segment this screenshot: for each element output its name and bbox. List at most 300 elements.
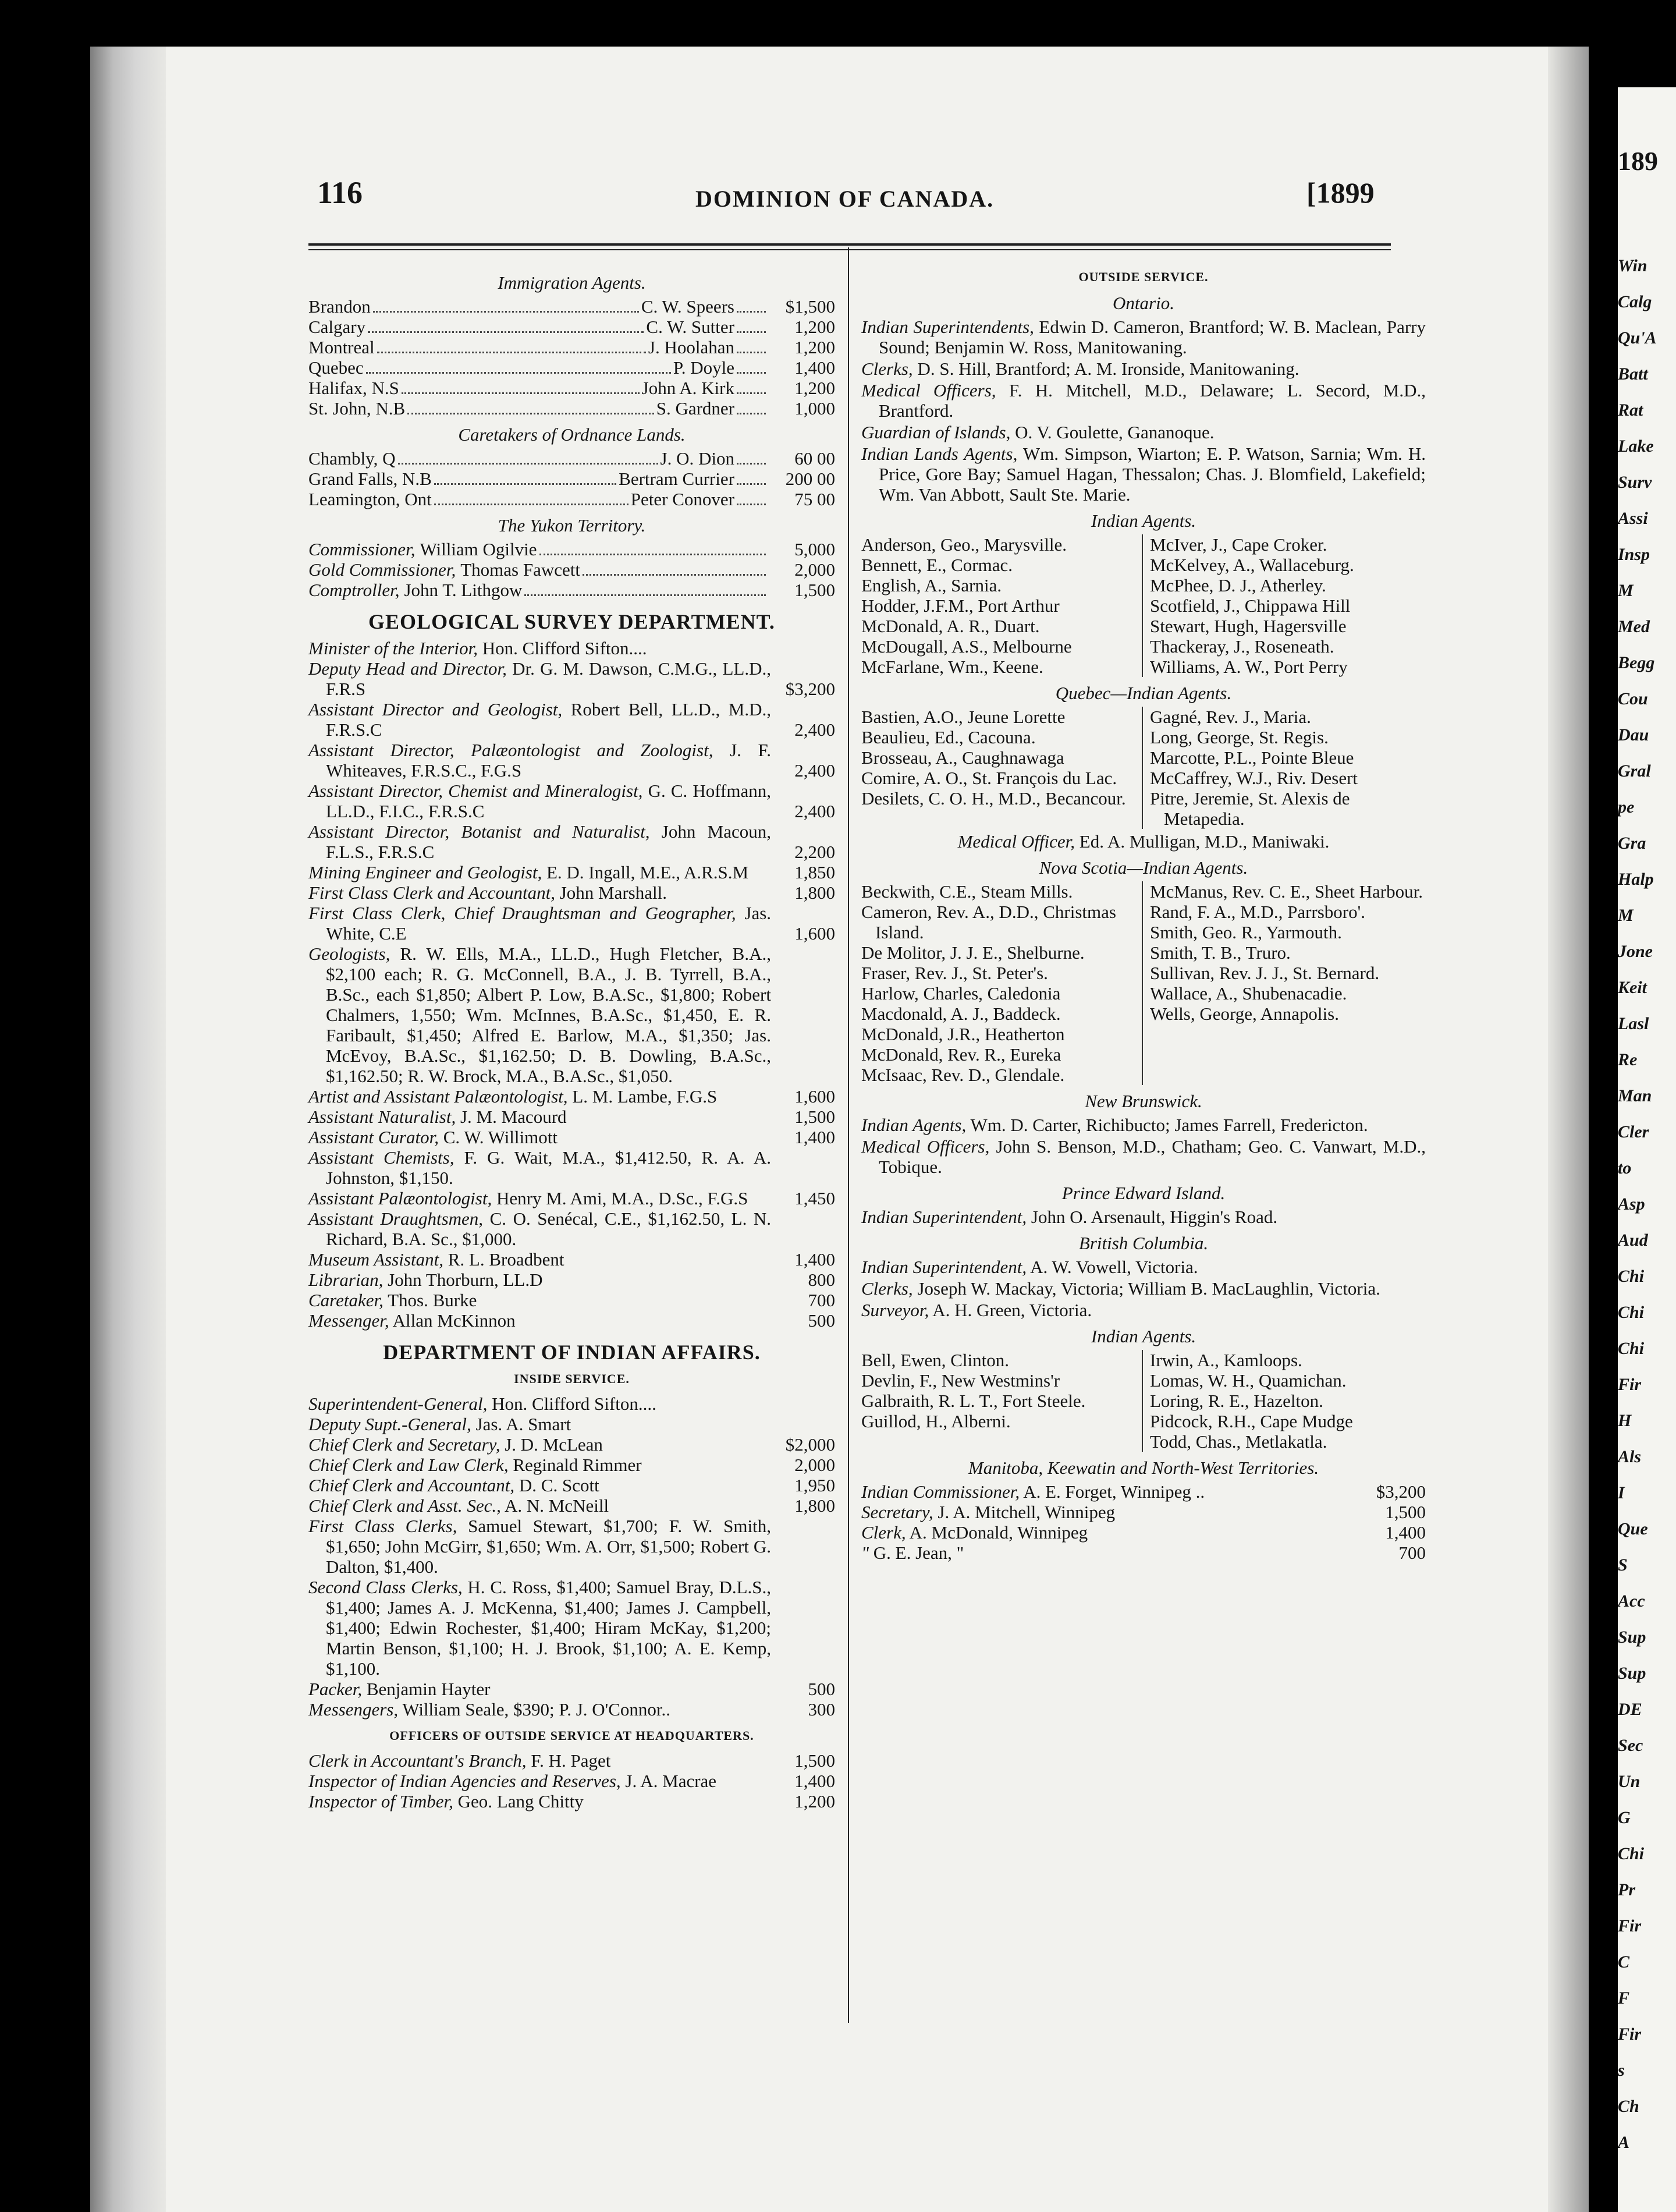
next-page-text: Assi xyxy=(1618,509,1648,528)
entry-text xyxy=(308,882,771,903)
province-heading: British Columbia. xyxy=(1078,1233,1209,1253)
agent-entry: McKelvey, A., Wallaceburg. xyxy=(1150,555,1354,575)
salary-amount: 1,500 xyxy=(794,1107,835,1127)
entry-text xyxy=(308,903,771,944)
yukon-list xyxy=(308,539,835,600)
person-name: A. McDonald, Winnipeg xyxy=(909,1522,1088,1543)
list-item xyxy=(308,1270,835,1290)
agent-entry: McCaffrey, W.J., Riv. Desert xyxy=(1150,768,1358,788)
job-title: Chief Clerk and Accountant, xyxy=(308,1475,515,1495)
place-name: Grand Falls, N.B xyxy=(308,469,432,489)
job-title: Superintendent-General, xyxy=(308,1394,488,1414)
job-title: Mining Engineer and Geologist, xyxy=(308,862,542,882)
salary-amount: 2,400 xyxy=(794,719,835,740)
agent-entry: Marcotte, P.L., Pointe Bleue xyxy=(1150,747,1354,768)
leader-dots xyxy=(737,392,766,394)
officer-entry xyxy=(861,444,1426,505)
next-page-text: Sup xyxy=(1618,1664,1646,1683)
list-item xyxy=(308,882,835,903)
agent-entry: Wallace, A., Shubenacadie. xyxy=(1150,983,1347,1004)
job-title: Caretaker, xyxy=(308,1290,384,1310)
next-page-text: Begg xyxy=(1618,653,1655,672)
list-item xyxy=(308,781,835,821)
job-title: Secretary, xyxy=(861,1502,933,1522)
job-title: Assistant Director, Botanist and Naturalist, xyxy=(308,821,650,842)
job-title: Assistant Director, Chemist and Mineralogist, xyxy=(308,781,643,801)
geological-list xyxy=(308,638,835,1331)
entry-text xyxy=(308,862,771,882)
next-page-text: Que xyxy=(1618,1519,1648,1539)
next-page-text: Keit xyxy=(1618,978,1647,997)
salary-amount: 700 xyxy=(808,1290,835,1310)
list-item xyxy=(308,378,835,398)
next-page-text: pe xyxy=(1618,797,1635,817)
list-item xyxy=(308,448,835,469)
next-page-text: Insp xyxy=(1618,545,1650,564)
entry-text xyxy=(308,1127,771,1147)
ontario-officers xyxy=(861,317,1426,505)
list-item xyxy=(308,1290,835,1310)
next-page-text: H xyxy=(1618,1411,1632,1430)
header-rule-thin xyxy=(308,249,1391,250)
leader-dots xyxy=(737,352,766,353)
salary-amount: 1,800 xyxy=(794,1495,835,1516)
list-item xyxy=(308,903,835,944)
entry-text xyxy=(308,781,771,821)
agent-entry: Bastien, A.O., Jeune Lorette xyxy=(861,707,1066,727)
job-title: Messengers, xyxy=(308,1699,399,1720)
place-name: Chambly, Q xyxy=(308,448,396,469)
job-title: Assistant Draughtsmen, xyxy=(308,1208,484,1229)
next-page-text: Halp xyxy=(1618,870,1654,889)
person-name: J. M. Macourd xyxy=(460,1107,567,1127)
agent-entry: Fraser, Rev. J., St. Peter's. xyxy=(861,963,1048,983)
job-title: First Class Clerk, Chief Draughtsman and Geographer, xyxy=(308,903,736,923)
pei-officers xyxy=(861,1207,1426,1227)
next-page-text: Cou xyxy=(1618,689,1648,708)
leader-dots xyxy=(366,372,671,374)
list-item xyxy=(861,1481,1426,1502)
entry-text xyxy=(308,699,771,740)
province-heading: New Brunswick. xyxy=(1085,1091,1202,1111)
leader-dots xyxy=(737,311,766,313)
next-page-text: Batt xyxy=(1618,364,1648,384)
salary-amount: 1,200 xyxy=(794,378,835,398)
agent-entry: Irwin, A., Kamloops. xyxy=(1150,1350,1302,1370)
section-heading: The Yukon Territory. xyxy=(498,515,646,536)
officer-entry xyxy=(861,422,1426,442)
person-name: Thos. Burke xyxy=(388,1290,477,1310)
agent-entry: Todd, Chas., Metlakatla. xyxy=(1150,1431,1327,1452)
officer-entry xyxy=(861,359,1426,379)
job-title: Second Class Clerks, xyxy=(308,1577,463,1597)
person-name: C. W. Willimott xyxy=(443,1127,558,1147)
job-title: Indian Agents, xyxy=(861,1115,967,1135)
leader-dots xyxy=(737,483,766,485)
page-number: 116 xyxy=(317,175,363,210)
agent-entry: McDougall, A.S., Melbourne xyxy=(861,636,1072,657)
list-item xyxy=(308,1208,835,1249)
job-title: Assistant Palæontologist, xyxy=(308,1188,492,1208)
next-page-text: Cler xyxy=(1618,1122,1649,1142)
job-title: Packer, xyxy=(308,1679,363,1699)
next-page-text: Chi xyxy=(1618,1303,1645,1322)
job-title: Surveyor, xyxy=(861,1300,929,1320)
person-name: A. N. McNeill xyxy=(504,1495,609,1516)
person-name: J. A. Macrae xyxy=(625,1771,717,1791)
agent-entry: Beckwith, C.E., Steam Mills. xyxy=(861,881,1073,902)
next-page-text: M xyxy=(1618,581,1634,600)
job-title: Inspector of Indian Agencies and Reserves, xyxy=(308,1771,621,1791)
agent-entry: Hodder, J.F.M., Port Arthur xyxy=(861,595,1060,616)
next-page-text: Sup xyxy=(1618,1628,1646,1647)
salary-amount: 1,000 xyxy=(794,398,835,419)
agent-entry: Gagné, Rev. J., Maria. xyxy=(1150,707,1311,727)
list-item xyxy=(308,862,835,882)
agent-entry: Thackeray, J., Roseneath. xyxy=(1150,636,1334,657)
entry-text xyxy=(308,658,771,699)
agent-entry: Pitre, Jeremie, St. Alexis de Metapedia. xyxy=(1150,788,1350,829)
agent-entry: De Molitor, J. J. E., Shelburne. xyxy=(861,942,1085,963)
job-title: Museum Assistant, xyxy=(308,1249,443,1270)
entry-text xyxy=(308,1475,771,1495)
job-title: Clerk in Accountant's Branch, xyxy=(308,1750,527,1771)
person-name: Bertram Currier xyxy=(619,469,734,489)
person-name: R. L. Broadbent xyxy=(448,1249,564,1270)
province-heading: Nova Scotia—Indian Agents. xyxy=(1039,857,1248,878)
agent-entry: McPhee, D. J., Atherley. xyxy=(1150,575,1326,595)
job-title: Guardian of Islands, xyxy=(861,422,1011,442)
salary-amount: 1,850 xyxy=(794,862,835,882)
job-title: Indian Commissioner, xyxy=(861,1481,1020,1502)
salary-amount: 2,000 xyxy=(794,559,835,580)
job-title: Chief Clerk and Secretary, xyxy=(308,1434,500,1455)
list-item xyxy=(308,489,835,509)
list-item xyxy=(308,1455,835,1475)
job-title: Assistant Curator, xyxy=(308,1127,439,1147)
entry-text xyxy=(308,1188,771,1208)
agent-entry: Bell, Ewen, Clinton. xyxy=(861,1350,1010,1370)
job-title: Librarian, xyxy=(308,1270,384,1290)
next-page-text: I xyxy=(1618,1483,1625,1502)
leader-dots xyxy=(737,504,766,505)
next-page-text: Rat xyxy=(1618,400,1643,420)
place-name: Leamington, Ont xyxy=(308,489,432,509)
next-page-text: Als xyxy=(1618,1447,1642,1466)
agent-entry: Cameron, Rev. A., D.D., Christmas Island. xyxy=(861,902,1116,942)
salary-amount: 1,400 xyxy=(794,357,835,378)
ontario-agents xyxy=(861,534,1426,677)
salary-amount: 1,950 xyxy=(794,1475,835,1495)
list-item xyxy=(308,1394,835,1414)
job-title: Medical Officers, xyxy=(861,380,996,400)
next-page-text: Calg xyxy=(1618,292,1652,311)
province-heading: Manitoba, Keewatin and North-West Territories. xyxy=(968,1458,1319,1478)
entry-text xyxy=(308,1270,771,1290)
person-name: John A. Kirk xyxy=(641,378,734,398)
salary-amount: 800 xyxy=(808,1270,835,1290)
entry-text xyxy=(308,1107,771,1127)
agent-entry: McManus, Rev. C. E., Sheet Harbour. xyxy=(1150,881,1423,902)
agent-entry: Macdonald, A. J., Baddeck. xyxy=(861,1004,1061,1024)
salary-amount: 1,200 xyxy=(794,1791,835,1812)
person-name: A. E. Forget, Winnipeg .. xyxy=(1023,1481,1205,1502)
subsection-heading: OFFICERS OF OUTSIDE SERVICE AT HEADQUARTERS. xyxy=(389,1728,754,1743)
person-name: John Thorburn, LL.D xyxy=(388,1270,543,1290)
next-page-text: Acc xyxy=(1618,1591,1645,1611)
job-title: Geologists, xyxy=(308,944,390,964)
list-item xyxy=(308,1434,835,1455)
person-name: L. M. Lambe, F.G.S xyxy=(572,1086,718,1107)
province-heading: Ontario. xyxy=(1113,293,1174,313)
person-name: J. A. Mitchell, Winnipeg xyxy=(938,1502,1116,1522)
next-page-text: S xyxy=(1618,1555,1628,1575)
leader-dots xyxy=(377,352,646,353)
entry-text xyxy=(308,1516,771,1577)
next-page-text: Win xyxy=(1618,256,1647,275)
agent-entry: Harlow, Charles, Caledonia xyxy=(861,983,1061,1004)
entry-text xyxy=(308,1750,771,1771)
next-page-text: s xyxy=(1618,2061,1625,2080)
salary-amount: 1,450 xyxy=(794,1188,835,1208)
bc-officers xyxy=(861,1257,1426,1320)
next-page-text: Un xyxy=(1618,1772,1641,1791)
job-title: Assistant Chemists, xyxy=(308,1147,454,1168)
entry-text xyxy=(308,1699,771,1720)
job-title: Chief Clerk and Law Clerk, xyxy=(308,1455,509,1475)
person-name: John Macoun, F.L.S., F.R.S.C xyxy=(326,821,772,862)
agent-entry: Desilets, C. O. H., M.D., Becancour. xyxy=(861,788,1126,809)
job-title: Comptroller, xyxy=(308,580,400,600)
agent-entry: Devlin, F., New Westmins'r xyxy=(861,1370,1060,1391)
next-page-text: A xyxy=(1618,2133,1630,2152)
person-name: Edwin D. Cameron, Brantford; W. B. Maclean, Parry Sound; Benjamin W. Ross, Manitowaning. xyxy=(879,317,1426,357)
salary-amount: 1,400 xyxy=(794,1249,835,1270)
salary-amount: 2,000 xyxy=(794,1455,835,1475)
leader-dots xyxy=(373,311,639,313)
entry-text xyxy=(861,1543,1362,1563)
next-page-text: Pr xyxy=(1618,1880,1635,1899)
entry-text xyxy=(861,1502,1362,1522)
list-item xyxy=(308,1791,835,1812)
list-item xyxy=(308,1577,835,1679)
leader-dots xyxy=(368,331,644,333)
next-page-text: Gral xyxy=(1618,761,1651,781)
person-name: A. W. Vowell, Victoria. xyxy=(1030,1257,1198,1277)
list-item xyxy=(308,580,835,600)
next-page-text: Re xyxy=(1618,1050,1638,1069)
person-name: Dr. G. M. Dawson, C.M.G., LL.D., F.R.S xyxy=(326,658,771,699)
person-name: F. H. Mitchell, M.D., Delaware; L. Secord, M.D., Brantford. xyxy=(879,380,1426,421)
leader-dots xyxy=(737,463,766,465)
new-brunswick-officers xyxy=(861,1115,1426,1177)
entry-text xyxy=(308,1147,771,1188)
job-title: Indian Superintendents, xyxy=(861,317,1034,337)
list-item xyxy=(308,337,835,357)
entry-text xyxy=(861,1481,1362,1502)
list-item xyxy=(308,296,835,317)
next-page-text: Man xyxy=(1618,1086,1652,1105)
agent-entry: Loring, R. E., Hazelton. xyxy=(1150,1391,1323,1411)
department-heading: DEPARTMENT OF INDIAN AFFAIRS. xyxy=(383,1341,761,1364)
salary-amount: 1,600 xyxy=(794,1086,835,1107)
person-name: Peter Conover xyxy=(630,489,734,509)
leader-dots xyxy=(583,574,766,576)
left-column xyxy=(308,267,835,1812)
agent-entry: McIver, J., Cape Croker. xyxy=(1150,534,1327,555)
next-page-text: M xyxy=(1618,906,1634,925)
list-item xyxy=(308,699,835,740)
next-page-text: Gra xyxy=(1618,834,1646,853)
page-gutter-shadow xyxy=(1548,47,1589,2212)
list-item xyxy=(861,1543,1426,1563)
job-title: Assistant Director, Palæontologist and Zoologist, xyxy=(308,740,713,760)
person-name: John Marshall. xyxy=(559,882,667,903)
person-name: William Ogilvie xyxy=(420,539,537,559)
list-item xyxy=(308,1495,835,1516)
job-title: Deputy Head and Director, xyxy=(308,658,507,679)
next-page-fragment xyxy=(1618,87,1676,2212)
person-name: Reginald Rimmer xyxy=(513,1455,642,1475)
person-name: Allan McKinnon xyxy=(392,1310,516,1331)
person-name: Henry M. Ami, M.A., D.Sc., F.G.S xyxy=(496,1188,748,1208)
job-title: Assistant Director and Geologist, xyxy=(308,699,563,719)
agent-entry: Williams, A. W., Port Perry xyxy=(1150,657,1348,677)
person-name: O. V. Goulette, Gananoque. xyxy=(1015,422,1215,442)
subsection-heading: INSIDE SERVICE. xyxy=(514,1371,630,1386)
agent-entry: Wells, George, Annapolis. xyxy=(1150,1004,1339,1024)
next-page-text: Dau xyxy=(1618,725,1649,745)
entry-text xyxy=(308,1455,771,1475)
agent-entry: Scotfield, J., Chippawa Hill xyxy=(1150,595,1351,616)
next-page-text: Fir xyxy=(1618,1916,1642,1936)
next-page-text: DE xyxy=(1618,1700,1642,1719)
entry-text xyxy=(308,1394,771,1414)
salary-amount: 5,000 xyxy=(794,539,835,559)
salary-amount: 1,800 xyxy=(794,882,835,903)
person-name: Wm. D. Carter, Richibucto; James Farrell, Fredericton. xyxy=(970,1115,1368,1135)
job-title: Inspector of Timber, xyxy=(308,1791,453,1812)
salary-amount: 2,200 xyxy=(794,842,835,862)
salary-amount: 200 00 xyxy=(785,469,835,489)
agent-entry: Long, George, St. Regis. xyxy=(1150,727,1329,747)
person-name: E. D. Ingall, M.E., A.R.S.M xyxy=(546,862,749,882)
entry-text xyxy=(308,740,771,781)
list-item xyxy=(861,1522,1426,1543)
job-title: First Class Clerks, xyxy=(308,1516,457,1536)
section-heading: Indian Agents. xyxy=(1091,511,1196,531)
list-item xyxy=(308,1310,835,1331)
person-name: John S. Benson, M.D., Chatham; Geo. C. Vanwart, M.D., Tobique. xyxy=(879,1136,1426,1177)
list-item xyxy=(308,740,835,781)
list-item xyxy=(308,1107,835,1127)
list-item xyxy=(308,1679,835,1699)
job-title: First Class Clerk and Accountant, xyxy=(308,882,555,903)
entry-text xyxy=(308,821,771,862)
immigration-list xyxy=(308,296,835,419)
next-page-text: Asp xyxy=(1618,1194,1645,1214)
place-name: Halifax, N.S xyxy=(308,378,399,398)
salary-amount: 1,200 xyxy=(794,337,835,357)
agent-entry: Stewart, Hugh, Hagersville xyxy=(1150,616,1347,636)
salary-amount: 60 00 xyxy=(794,448,835,469)
list-item xyxy=(861,1502,1426,1522)
person-name: Joseph W. Mackay, Victoria; William B. MacLaughlin, Victoria. xyxy=(917,1278,1380,1299)
section-heading: Immigration Agents. xyxy=(498,272,646,293)
list-item xyxy=(308,821,835,862)
person-name: J. D. McLean xyxy=(505,1434,603,1455)
person-name: C. W. Speers xyxy=(641,296,734,317)
person-name: Jas. A. Smart xyxy=(475,1414,571,1434)
place-name: Montreal xyxy=(308,337,375,357)
running-title: DOMINION OF CANADA. xyxy=(695,186,995,212)
next-page-text: to xyxy=(1618,1158,1632,1178)
salary-amount: $1,500 xyxy=(785,296,835,317)
entry-text xyxy=(308,1577,771,1679)
next-page-text: Ch xyxy=(1618,2097,1639,2116)
officer-entry xyxy=(861,1136,1426,1177)
agent-entry: Guillod, H., Alberni. xyxy=(861,1411,1011,1431)
entry-text xyxy=(308,1086,771,1107)
list-item xyxy=(308,539,835,559)
entry-text xyxy=(308,1290,771,1310)
entry-text xyxy=(308,1771,771,1791)
job-title: Minister of the Interior, xyxy=(308,638,478,658)
person-name: G. C. Hoffmann, LL.D., F.I.C., F.R.S.C xyxy=(326,781,771,821)
list-item xyxy=(308,658,835,699)
job-title: " xyxy=(861,1543,869,1563)
job-title: Assistant Naturalist, xyxy=(308,1107,456,1127)
next-page-text: C xyxy=(1618,1952,1630,1972)
person-name: H. C. Ross, $1,400; Samuel Bray, D.L.S., $1,400; James A. J. McKenna, $1,400; James J. Campbell, $1,400; Edwin Rochester, $1,400; Hiram McKay, $1,200; Martin Benson, $1,100; H. J. Brook, $1,100; A. E. Kemp, $1,100. xyxy=(326,1577,772,1679)
person-name: J. F. Whiteaves, F.R.S.C., F.G.S xyxy=(326,740,771,781)
agent-entry: English, A., Sarnia. xyxy=(861,575,1002,595)
quebec-agents xyxy=(861,707,1426,829)
place-name: Quebec xyxy=(308,357,364,378)
person-name: D. S. Hill, Brantford; A. M. Ironside, Manitowaning. xyxy=(917,359,1299,379)
agent-entry: McDonald, A. R., Duart. xyxy=(861,616,1040,636)
entry-text xyxy=(308,1679,771,1699)
person-name: C. O. Senécal, C.E., $1,162.50, L. N. Richard, B.A. Sc., $1,000. xyxy=(326,1208,772,1249)
next-page-text: Sec xyxy=(1618,1736,1643,1755)
year-marker: [1899 xyxy=(1306,176,1375,209)
person-name: D. C. Scott xyxy=(519,1475,599,1495)
next-page-text: Qu'A xyxy=(1618,328,1657,348)
next-page-text: Chi xyxy=(1618,1267,1645,1286)
leader-dots xyxy=(737,413,766,414)
person-name: Hon. Clifford Sifton.... xyxy=(492,1394,656,1414)
person-name: F. H. Paget xyxy=(531,1750,611,1771)
agent-entry: McDonald, J.R., Heatherton xyxy=(861,1024,1065,1044)
agent-entry: Galbraith, R. L. T., Fort Steele. xyxy=(861,1391,1086,1411)
entry-text xyxy=(308,1310,771,1331)
inside-service-list xyxy=(308,1394,835,1720)
officer-entry xyxy=(861,1278,1426,1299)
next-page-text: Chi xyxy=(1618,1844,1645,1863)
person-name: G. E. Jean, " xyxy=(873,1543,964,1563)
list-item xyxy=(308,1699,835,1720)
agent-entry: Comire, A. O., St. François du Lac. xyxy=(861,768,1117,788)
agent-entry: Lomas, W. H., Quamichan. xyxy=(1150,1370,1347,1391)
entry-text xyxy=(308,638,771,658)
entry-text xyxy=(308,944,771,1086)
entry-text xyxy=(308,1414,771,1434)
ordnance-list xyxy=(308,448,835,509)
officer-entry xyxy=(861,1115,1426,1135)
agent-entry: Pidcock, R.H., Cape Mudge xyxy=(1150,1411,1353,1431)
list-item xyxy=(308,638,835,658)
section-heading: Indian Agents. xyxy=(1091,1326,1196,1346)
